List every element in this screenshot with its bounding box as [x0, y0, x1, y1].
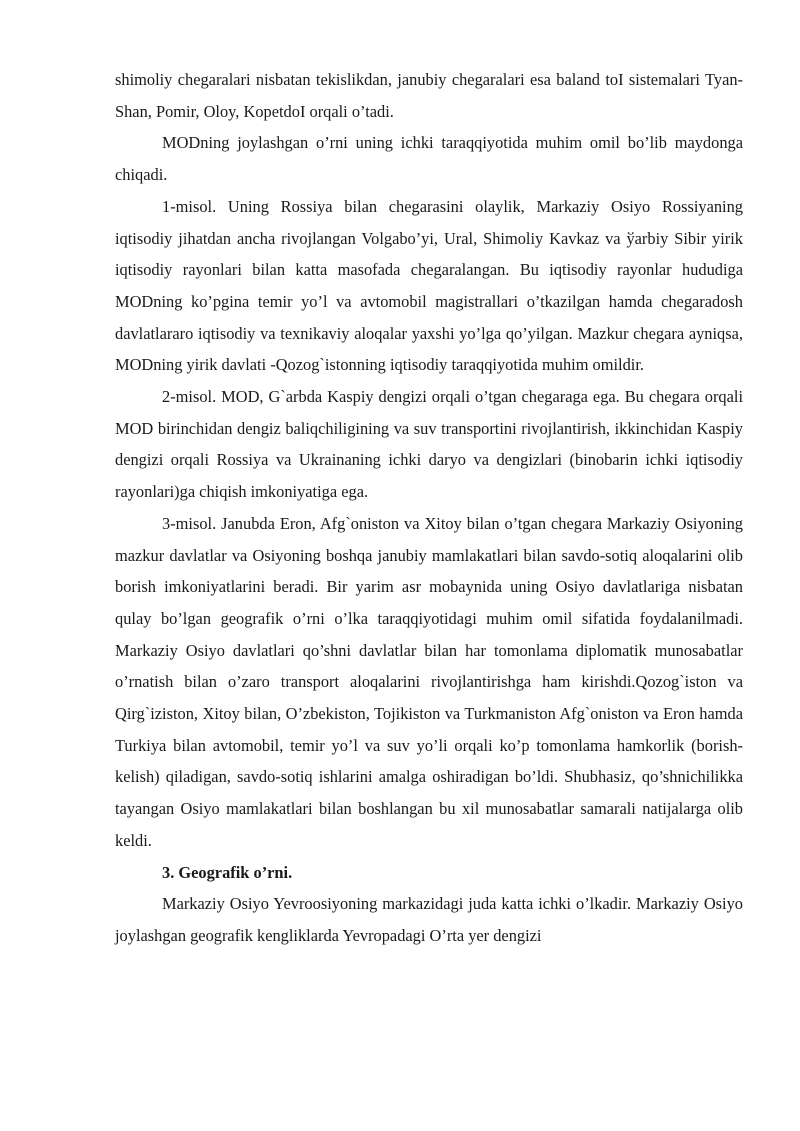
section-heading: 3. Geografik o’rni. [162, 862, 293, 882]
paragraph-continuation: shimoliy chegaralari nisbatan tekislikdan, janubiy chegaralari esa baland toI sistemalari Tyan-Shan, Pomir, Oloy, KopetdoI orqali o’tadi. [115, 70, 743, 121]
paragraph-geographic-position: Markaziy Osiyo Yevroosiyoning markazidagi juda katta ichki o’lkadir. Markaziy Osiyo joylashgan geografik kengliklarda Yevropadagi O’rta yer dengizi [115, 894, 743, 945]
document-page [115, 64, 743, 952]
paragraph-example-2: 2-misol. MOD, G`arbda Kaspiy dengizi orqali o’tgan chegaraga ega. Bu chegara orqali MOD birinchidan dengiz baliqchiligining va suv transportini rivojlantirish, ikkinchidan Kaspiy dengizi orqali Rossiya va Ukrainaning ichki daryo va dengizlari (binobarin ichki iqtisodiy rayonlari)ga chiqish imkoniyatiga ega. [115, 387, 743, 502]
paragraph-example-3: 3-misol. Janubda Eron, Afg`oniston va Xitoy bilan o’tgan chegara Markaziy Osiyoning mazkur davlatlar va Osiyoning boshqa janubiy mamlakatlari bilan savdo-sotiq aloqalarini olib borish imkoniyatlarini beradi. Bir yarim asr mobaynida uning Osiyo davlatlariga nisbatan qulay bo’lgan geografik o’rni o’lka taraqqiyotidagi muhim omil sifatida foydalanilmadi. Markaziy Osiyo davlatlari qo’shni davlatlar bilan har tomonlama diplomatik munosabatlar o’rnatish bilan o’zaro transport aloqalarini rivojlantirishga ham kirishdi.Qozog`iston va Qirg`iziston, Xitoy bilan, O’zbekiston, Tojikiston va Turkmaniston Afg`oniston va Eron hamda Turkiya bilan avtomobil, temir yo’l va suv yo’li orqali ko’p tomonlama hamkorlik (borish-kelish) qiladigan, savdo-sotiq ishlarini amalga oshiradigan bo’ldi. Shubhasiz, qo’shnichilikka tayangan Osiyo mamlakatlari bilan boshlangan bu xil munosabatlar samarali natijalarga olib keldi. [115, 513, 743, 850]
paragraph-mod-position: MODning joylashgan o’rni uning ichki taraqqiyotida muhim omil bo’lib maydonga chiqadi. [115, 133, 743, 185]
paragraph-example-1: 1-misol. Uning Rossiya bilan chegarasini olaylik, Markaziy Osiyo Rossiyaning iqtisodiy jihatdan ancha rivojlangan Volgabo’yi, Ural, Shimoliy Kavkaz va ўarbiy Sibir yirik iqtisodiy rayonlari bilan katta masofada chegaralangan. Bu iqtisodiy rayonlar hududiga MODning ko’pgina temir yo’l va avtomobil magistrallari o’tkazilgan hamda chegaradosh davlatlararo iqtisodiy va texnikaviy aloqalar yaxshi yo’lga qo’yilgan. Mazkur chegara ayniqsa, MODning yirik davlati -Qozog`istonning iqtisodiy taraqqiyotida muhim omildir. [115, 196, 743, 375]
